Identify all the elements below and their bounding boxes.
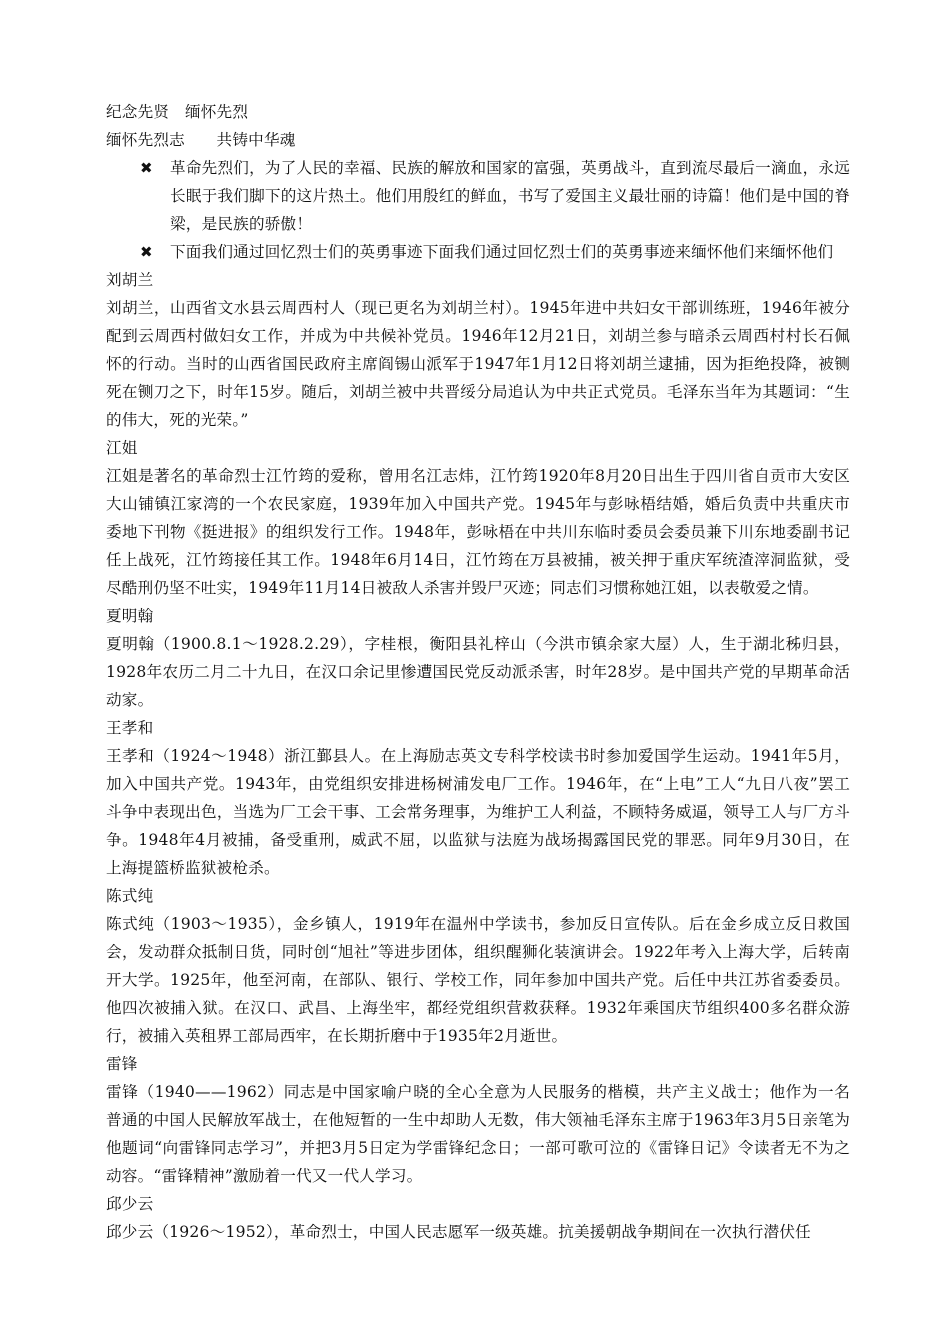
document-title: 纪念先贤 缅怀先烈 (106, 103, 249, 121)
document-subtitle: 缅怀先烈志 共铸中华魂 (106, 131, 296, 149)
section-body-xia-minghan: 夏明翰（1900.8.1～1928.2.29），字桂根，衡阳县礼梓山（今洪市镇余家大屋）人，生于湖北秭归县，1928年农历二月二十九日，在汉口余记里惨遭国民党反动派杀害，时年28岁。是中国共产党的早期革命活动家。 (106, 635, 850, 709)
section-body-lei-feng: 雷锋（1940——1962）同志是中国家喻户晓的全心全意为人民服务的楷模，共产主义战士；他作为一名普通的中国人民解放军战士，在他短暂的一生中却助人无数，伟大领袖毛泽东主席于1963年3月5日亲笔为他题词“向雷锋同志学习”，并把3月5日定为学雷锋纪念日；一部可歌可泣的《雷锋日记》令读者无不为之动容。“雷锋精神”激励着一代又一代人学习。 (106, 1083, 850, 1185)
section-body-wang-xiaohe: 王孝和（1924～1948）浙江鄞县人。在上海励志英文专科学校读书时参加爱国学生运动。1941年5月，加入中国共产党。1943年，由党组织安排进杨树浦发电厂工作。1946年，在“上电”工人“九日八夜”罢工斗争中表现出色，当选为厂工会干事、工会常务理事，为维护工人利益，不顾特务威逼，领导工人与厂方斗争。1948年4月被捕，备受重刑，威武不屈，以监狱与法庭为战场揭露国民党的罪恶。同年9月30日，在上海提篮桥监狱被枪杀。 (106, 747, 850, 877)
section-heading-xia-minghan: 夏明翰 (106, 607, 154, 625)
intro-bullet-2 (140, 238, 850, 266)
section-heading-qiu-shaoyun: 邱少云 (106, 1195, 154, 1213)
intro-bullet-list (106, 154, 850, 266)
section-heading-wang-xiaohe: 王孝和 (106, 719, 154, 737)
section-heading-chen-shichun: 陈式纯 (106, 887, 154, 905)
section-heading-lei-feng: 雷锋 (106, 1055, 138, 1073)
section-body-chen-shichun: 陈式纯（1903～1935），金乡镇人，1919年在温州中学读书，参加反日宣传队。后在金乡成立反日救国会，发动群众抵制日货，同时创“旭社”等进步团体，组织醒狮化装演讲会。1922年考入上海大学，后转南开大学。1925年，他至河南，在部队、银行、学校工作，同年参加中国共产党。后任中共江苏省委委员。他四次被捕入狱。在汉口、武昌、上海坐牢，都经党组织营救获释。1932年乘国庆节组织400多名群众游行，被捕入英租界工部局西牢，在长期折磨中于1935年2月逝世。 (106, 915, 850, 1045)
section-heading-jiang-jie: 江姐 (106, 439, 138, 457)
cross-mark-icon: ✖ (140, 159, 153, 177)
section-body-liu-hulan: 刘胡兰，山西省文水县云周西村人（现已更名为刘胡兰村）。1945年进中共妇女干部训练班，1946年被分配到云周西村做妇女工作，并成为中共候补党员。1946年12月21日，刘胡兰参与暗杀云周西村村长石佩怀的行动。当时的山西省国民政府主席阎锡山派军于1947年1月12日将刘胡兰逮捕，因为拒绝投降，被铡死在铡刀之下，时年15岁。随后，刘胡兰被中共晋绥分局追认为中共正式党员。毛泽东当年为其题词：“生的伟大，死的光荣。” (106, 299, 850, 429)
section-heading-liu-hulan: 刘胡兰 (106, 271, 154, 289)
section-body-qiu-shaoyun: 邱少云（1926～1952），革命烈士，中国人民志愿军一级英雄。抗美援朝战争期间在一次执行潜伏任 (106, 1223, 811, 1241)
document-page (106, 98, 850, 1246)
intro-bullet-1 (140, 154, 850, 238)
section-body-jiang-jie: 江姐是著名的革命烈士江竹筠的爱称，曾用名江志炜，江竹筠1920年8月20日出生于四川省自贡市大安区大山铺镇江家湾的一个农民家庭，1939年加入中国共产党。1945年与彭咏梧结婚，婚后负责中共重庆市委地下刊物《挺进报》的组织发行工作。1948年，彭咏梧在中共川东临时委员会委员兼下川东地委副书记任上战死，江竹筠接任其工作。1948年6月14日，江竹筠在万县被捕，被关押于重庆军统渣滓洞监狱，受尽酷刑仍坚不吐实，1949年11月14日被敌人杀害并毁尸灭迹；同志们习惯称她江姐，以表敬爱之情。 (106, 467, 850, 597)
cross-mark-icon: ✖ (140, 243, 153, 261)
bullet-text: 下面我们通过回忆烈士们的英勇事迹下面我们通过回忆烈士们的英勇事迹来缅怀他们来缅怀他们 (170, 243, 834, 261)
bullet-text: 革命先烈们，为了人民的幸福、民族的解放和国家的富强，英勇战斗，直到流尽最后一滴血，永远长眠于我们脚下的这片热土。他们用殷红的鲜血，书写了爱国主义最壮丽的诗篇！他们是中国的脊梁，是民族的骄傲！ (170, 159, 850, 233)
